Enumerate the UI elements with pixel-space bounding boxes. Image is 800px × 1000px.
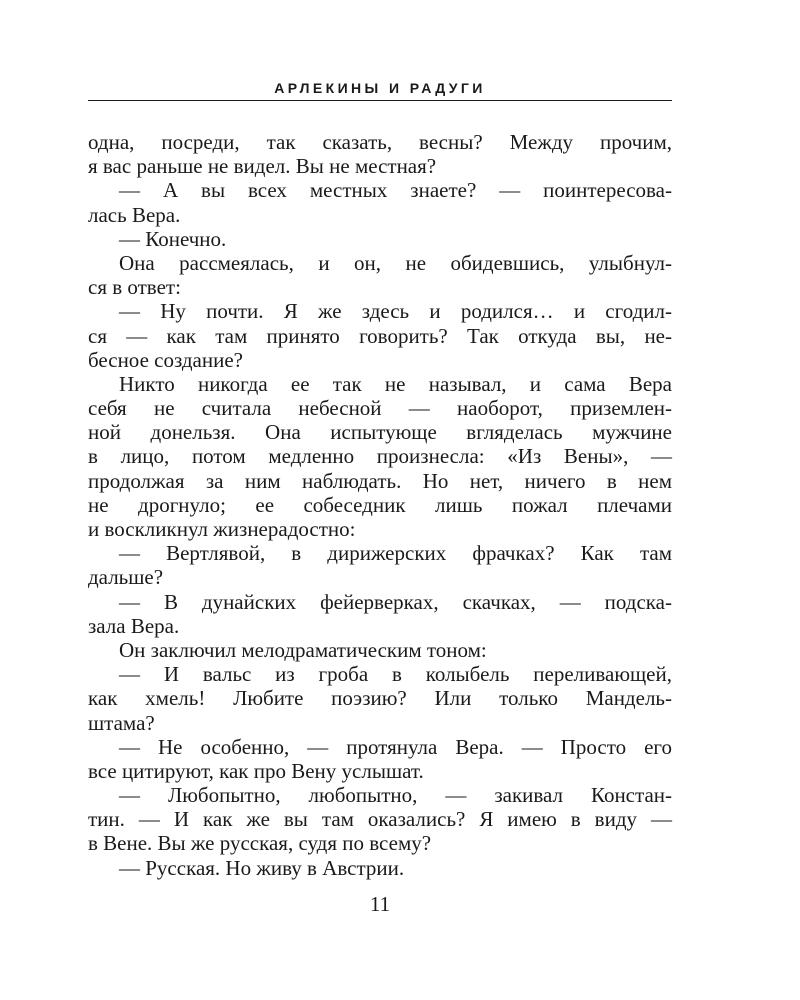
text-line: и воскликнул жизнерадостно: [88, 517, 356, 541]
text-line: — Любопытно, любопытно, — закивал Констан- [119, 783, 672, 808]
text-line: бесное создание? [88, 347, 243, 372]
text-line: ся в ответ: [88, 275, 181, 300]
text-line: — Ну почти. Я же здесь и родился… и сгодил- [119, 299, 672, 324]
text-line: Никто никогда ее так не называл, и сама Вера [119, 371, 672, 396]
text-line: в лицо, потом медленно произнесла: «Из Вены», — [88, 444, 672, 469]
text-line: в Вене. Вы же русская, судя по всему? [88, 831, 432, 856]
text-line: штама? [88, 710, 155, 735]
text-line: — И вальс из гроба в колыбель переливающей, [119, 662, 672, 687]
text-line: не дрогнуло; ее собеседник лишь пожал плечами [88, 492, 672, 517]
running-head: АРЛЕКИНЫ И РАДУГИ [274, 80, 486, 96]
text-line: — Конечно. [119, 226, 227, 251]
text-line: Она рассмеялась, и он, не обидевшись, улыбнул- [119, 250, 672, 275]
text-line: себя не считала небесной — наоборот, приземлен- [88, 396, 672, 421]
text-line: лась Вера. [88, 202, 181, 227]
text-line: продолжая за ним наблюдать. Но нет, ничего в нем [88, 468, 672, 493]
body-text [88, 130, 672, 880]
text-line: дальше? [88, 565, 164, 590]
text-line: я вас раньше не видел. Вы не местная? [88, 154, 437, 179]
text-line: — А вы всех местных знаете? — поинтересова- [119, 178, 672, 203]
text-line: все цитируют, как про Вену услышат. [88, 758, 424, 783]
text-line: ной донельзя. Она испытующе вгляделась мужчине [88, 420, 672, 445]
text-line: зала Вера. [88, 613, 180, 638]
header-rule [88, 100, 672, 101]
text-line: Он заключил мелодраматическим тоном: [119, 637, 487, 662]
text-line: ся — как там принято говорить? Так откуда вы, не- [88, 323, 672, 348]
text-line: — В дунайских фейерверках, скачках, — подска- [119, 589, 672, 614]
page-number: 11 [369, 892, 391, 916]
text-line: одна, посреди, так сказать, весны? Между прочим, [88, 130, 672, 154]
text-line: — Не особенно, — протянула Вера. — Просто его [119, 734, 672, 759]
text-line: — Русская. Но живу в Австрии. [119, 855, 405, 880]
text-line: — Вертлявой, в дирижерских фрачках? Как там [119, 541, 672, 566]
text-line: тин. — И как же вы там оказались? Я имею в виду — [88, 807, 672, 832]
text-line: как хмель! Любите поэзию? Или только Мандель- [88, 686, 672, 711]
